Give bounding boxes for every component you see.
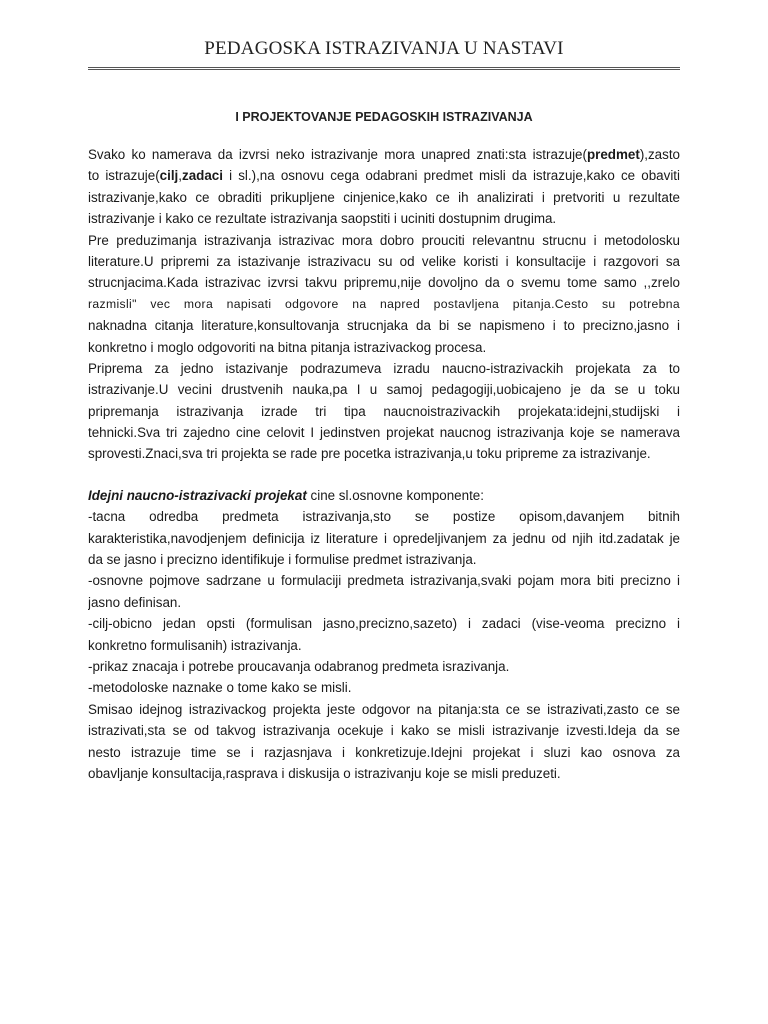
p3-line-4: tehnicki.Sva tri zajedno cine celovit I jedinstven projekat naucnog istrazivanja koje se namerava — [88, 425, 680, 441]
p3-line-3: pripremanja istrazivanja izrade tri tipa naucnoistrazivackih projekata:idejni,studijski i — [88, 403, 680, 419]
p4-line-6: jasno definisan. — [88, 594, 182, 610]
p2-line-5: naknadna citanja literature,konsultovanja strucnjaka da bi se napismeno i to precizno,jasno i — [88, 318, 680, 334]
p1-line-4: istrazivanje i kako ce rezultate istrazivanja saopstiti i uciniti dostupnim drugima. — [88, 211, 557, 227]
p4-line-12: istrazivati,sta se od takvog istrazivanja ocekuje i kako se misli istrazivanje izvesti.Ideja da se — [88, 723, 680, 739]
p1-line-3: istrazivanje,kako ce obraditi prikupljene cinjenice,kako ce ih analizirati i pretvoriti u rezultate — [88, 189, 680, 205]
p1-line-2: to istrazuje(cilj,zadaci i sl.),na osnovu cega odabrani predmet misli da istrazuje,kako ce obaviti — [88, 168, 680, 184]
page-header-title: PEDAGOSKA ISTRAZIVANJA U NASTAVI — [204, 38, 564, 59]
p4-line-14: obavljanje konsultacija,rasprava i diskusija o istrazivanju koje se misli preduzeti. — [88, 765, 561, 781]
p4-line-1: Idejni naucno-istrazivacki projekat cine sl.osnovne komponente: — [88, 487, 484, 503]
p4-line-5: -osnovne pojmove sadrzane u formulaciji predmeta istrazivanja,svaki pojam mora biti precizno i — [88, 573, 680, 589]
p4-line-11: Smisao idejnog istrazivackog projekta jeste odgovor na pitanja:sta ce se istrazivati,zasto ce se — [88, 701, 680, 717]
section-title: I PROJEKTOVANJE PEDAGOSKIH ISTRAZIVANJA — [235, 110, 533, 124]
document-body — [88, 144, 680, 784]
p2-line-3: strucnjacima.Kada istrazivac izvrsi takvu pripremu,nije dovoljno da o svemu tome samo ,,zrelo — [88, 275, 680, 291]
p2-line-6: konkretno i moglo odgovoriti na bitna pitanja istrazivackog procesa. — [88, 339, 487, 355]
p4-line-7: -cilj-obicno jedan opsti (formulisan jasno,precizno,sazeto) i zadaci (vise-veoma precizno i — [88, 616, 680, 632]
p3-line-5: sprovesti.Znaci,sva tri projekta se rade pre pocetka istrazivanja,u toku pripreme za istrazivanje. — [88, 446, 651, 462]
p4-line-4: da se jasno i precizno identifikuje i formulise predmet istrazivanja. — [88, 552, 477, 568]
p2-line-1: Pre preduzimanja istrazivanja istrazivac mora dobro prouciti relevantnu strucnu i metodolosku — [88, 232, 680, 248]
p2-line-2: literature.U pripremi za istazivanje istrazivacu su od velike koristi i konsultacije i razgovori sa — [88, 253, 680, 269]
p1-line-1: Svako ko namerava da izvrsi neko istrazivanje mora unapred znati:sta istrazuje(predmet),zasto — [88, 147, 680, 162]
p4-line-13: nesto istrazuje time se i razjasnjava i konkretizuje.Idejni projekat i sluzi kao osnova za — [88, 744, 680, 760]
p3-line-2: istrazivanje.U vecini drustvenih nauka,pa I u samoj pedagogiji,uobicajeno je da se u toku — [88, 382, 680, 398]
header-rule — [88, 67, 680, 70]
p4-line-3: karakteristika,navodjenjem definicija iz literature i opredeljivanjem za jednu od njih itd.zadatak je — [88, 530, 680, 546]
p3-line-1: Priprema za jedno istazivanje podrazumeva izradu naucno-istrazivackih projekata za to — [88, 360, 680, 376]
p4-line-9: -prikaz znacaja i potrebe proucavanja odabranog predmeta israzivanja. — [88, 658, 510, 674]
paragraph-gap — [88, 465, 680, 485]
p2-line-4: razmisli" vec mora napisati odgovore na napred postavljena pitanja.Cesto su potrebna — [88, 296, 680, 311]
p4-line-2: -tacna odredba predmeta istrazivanja,sto se postize opisom,davanjem bitnih — [88, 509, 680, 525]
p4-line-8: konkretno formulisanih) istrazivanja. — [88, 637, 302, 653]
p4-line-10: -metodoloske naznake o tome kako se misli. — [88, 680, 352, 696]
